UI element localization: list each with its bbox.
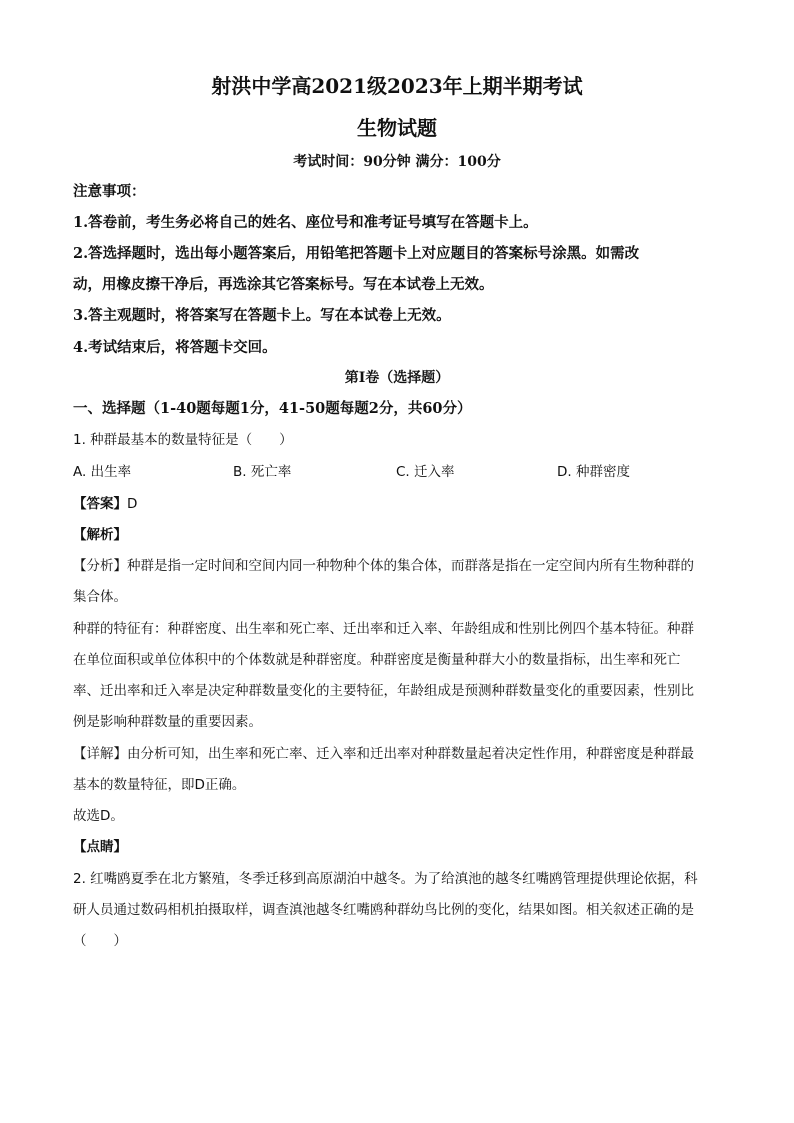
notice-item-2-cont: 动，用橡皮擦干净后，再选涂其它答案标号。写在本试卷上无效。 bbox=[73, 276, 494, 293]
exam-subject: 生物试题 bbox=[357, 116, 437, 140]
q1-stem: 1. 种群最基本的数量特征是（ ） bbox=[73, 432, 293, 448]
analysis-line: 【详解】由分析可知，出生率和死亡率、迁入率和迁出率对种群数量起着决定性作用，种群密度是种群最 bbox=[73, 746, 694, 762]
analysis-line: 种群的特征有：种群密度、出生率和死亡率、迁出率和迁入率、年龄组成和性别比例四个基本特征。种群 bbox=[73, 621, 694, 637]
notice-item-2: 2.答选择题时，选出每小题答案后，用铅笔把答题卡上对应题目的答案标号涂黑。如需改 bbox=[73, 245, 640, 262]
q1-answer bbox=[73, 494, 733, 514]
q1-option-d: D. 种群密度 bbox=[557, 464, 630, 480]
q1-option-c: C. 迁入率 bbox=[396, 464, 455, 480]
q2-line: 研人员通过数码相机拍摄取样，调查滇池越冬红嘴鸥种群幼鸟比例的变化，结果如图。相关叙述正确的是 bbox=[73, 902, 694, 918]
analysis-tag: 【解析】 bbox=[73, 527, 127, 543]
analysis-line: 例是影响种群数量的重要因素。 bbox=[73, 714, 262, 730]
analysis-line: 故选D。 bbox=[73, 808, 124, 824]
notice-heading: 注意事项： bbox=[73, 183, 146, 200]
exam-title: 射洪中学高2021级2023年上期半期考试 bbox=[211, 74, 583, 98]
answer-tag: 【答案】 bbox=[73, 496, 127, 512]
analysis-line: 【分析】种群是指一定时间和空间内同一种物种个体的集合体，而群落是指在一定空间内所有生物种群的 bbox=[73, 558, 694, 574]
q2-line: 2. 红嘴鸥夏季在北方繁殖，冬季迁移到高原湖泊中越冬。为了给滇池的越冬红嘴鸥管理提供理论依据，科 bbox=[73, 871, 698, 887]
section-heading: 一、选择题（1-40题每题1分，41-50题每题2分，共60分） bbox=[73, 400, 472, 417]
exam-info: 考试时间：90分钟 满分：100分 bbox=[293, 154, 501, 170]
notice-item-4: 4.考试结束后，将答题卡交回。 bbox=[73, 339, 277, 356]
q2-line: （ ） bbox=[73, 933, 127, 949]
analysis-line: 在单位面积或单位体积中的个体数就是种群密度。种群密度是衡量种群大小的数量指标，出生率和死亡 bbox=[73, 652, 681, 668]
analysis-line: 基本的数量特征，即D正确。 bbox=[73, 777, 246, 793]
analysis-line: 集合体。 bbox=[73, 589, 127, 605]
q1-option-a: A. 出生率 bbox=[73, 464, 132, 480]
answer-value: D bbox=[127, 496, 138, 512]
comment-tag: 【点睛】 bbox=[73, 839, 127, 855]
notice-item-1: 1.答卷前，考生务必将自己的姓名、座位号和准考证号填写在答题卡上。 bbox=[73, 214, 538, 231]
notice-item-3: 3.答主观题时，将答案写在答题卡上。写在本试卷上无效。 bbox=[73, 307, 451, 324]
analysis-line: 率、迁出率和迁入率是决定种群数量变化的主要特征，年龄组成是预测种群数量变化的重要因素，性别比 bbox=[73, 683, 694, 699]
q1-option-b: B. 死亡率 bbox=[233, 464, 292, 480]
volume-title: 第I卷（选择题） bbox=[344, 370, 450, 386]
